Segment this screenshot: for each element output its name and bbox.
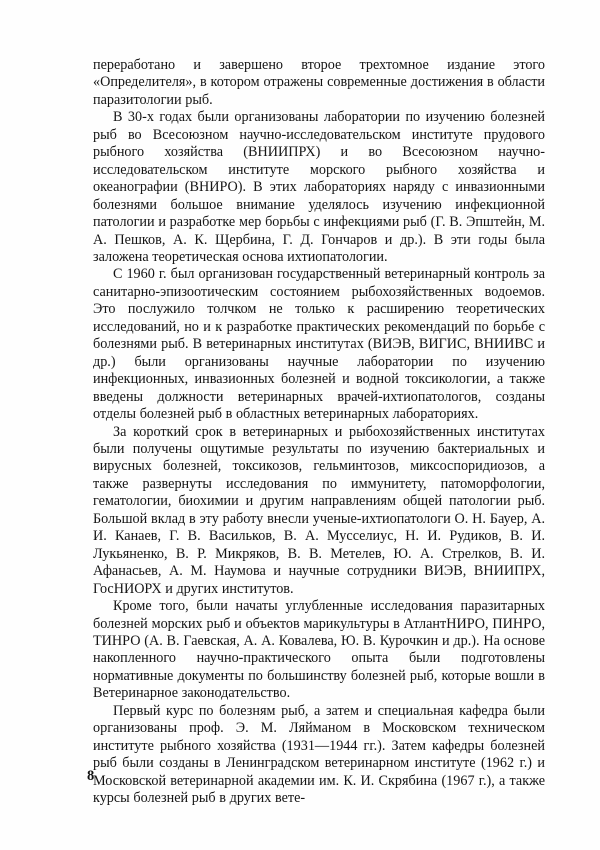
paragraph-3: С 1960 г. был организован государственный ветеринарный контроль за санитарно-эпизоотическим состоянием рыбохозяйственных водоемов. Это послужило толчком не только к расширению теоретических исследований, но и к разработке практических рекомендаций по борьбе с болезнями рыб. В ветеринарных институтах (ВИЭВ, ВИГИС, ВНИИВС и др.) были организованы научные лаборатории по изучению инфекционных, инвазионных болезней и водной токсикологии, а также введены должности ветеринарных врачей-ихтиопатологов, созданы отделы болезней рыб в областных ветеринарных лабораториях. [93, 266, 545, 423]
paragraph-1: переработано и завершено второе трехтомное издание этого «Определителя», в котором отражены современные достижения в области паразитологии рыб. [93, 57, 545, 108]
paragraph-6: Первый курс по болезням рыб, а затем и специальная кафедра были организованы проф. Э. М. Ляйманом в Московском техническом институте рыбного хозяйства (1931—1944 гг.). Затем кафедры болезней рыб были созданы в Ленинградском ветеринарном институте (1962 г.) и Московской ветеринарной академии им. К. И. Скрябина (1967 г.), а также курсы болезней рыб в других вете- [93, 702, 545, 807]
paragraph-4: За короткий срок в ветеринарных и рыбохозяйственных институтах были получены ощутимые результаты по изучению бактериальных и вирусных болезней, токсикозов, гельминтозов, миксоспоридиозов, а также развернуты исследования по иммунитету, патоморфологии, гематологии, биохимии и другим направлениям общей патологии рыб. Большой вклад в эту работу внесли ученые-ихтиопатологи О. Н. Бауер, А. И. Канаев, Г. В. Васильков, В. А. Мусселиус, Н. И. Рудиков, В. И. Лукьяненко, В. Р. Микряков, В. В. Метелев, Ю. А. Стрелков, В. И. Афанасьев, А. М. Наумова и научные сотрудники ВИЭВ, ВНИИПРХ, ГосНИОРХ и других институтов. [93, 423, 545, 597]
paragraph-2: В 30-х годах были организованы лаборатории по изучению болезней рыб во Всесоюзном научно-исследовательском институте прудового рыбного хозяйства (ВНИИПРХ) и во Всесоюзном научно-исследовательском институте морского рыбного хозяйства и океанографии (ВНИРО). В этих лабораториях наряду с инвазионными болезнями большое внимание уделялось изучению инфекционной патологии и разработке мер борьбы с инфекциями рыб (Г. В. Эпштейн, М. А. Пешков, А. К. Щербина, Г. Д. Гончаров и др.). В эти годы была заложена теоретическая основа ихтиопатологии. [93, 109, 545, 265]
paragraph-5: Кроме того, были начаты углубленные исследования паразитарных болезней морских рыб и объектов марикультуры в АтлантНИРО, ПИНРО, ТИНРО (А. В. Гаевская, А. А. Ковалева, Ю. В. Курочкин и др.). На основе накопленного научно-практического опыта были подготовлены нормативные документы по большинству болезней рыб, которые вошли в Ветеринарное законодательство. [93, 598, 545, 702]
page-text-block [93, 57, 545, 807]
page-number: 8 [87, 768, 95, 784]
